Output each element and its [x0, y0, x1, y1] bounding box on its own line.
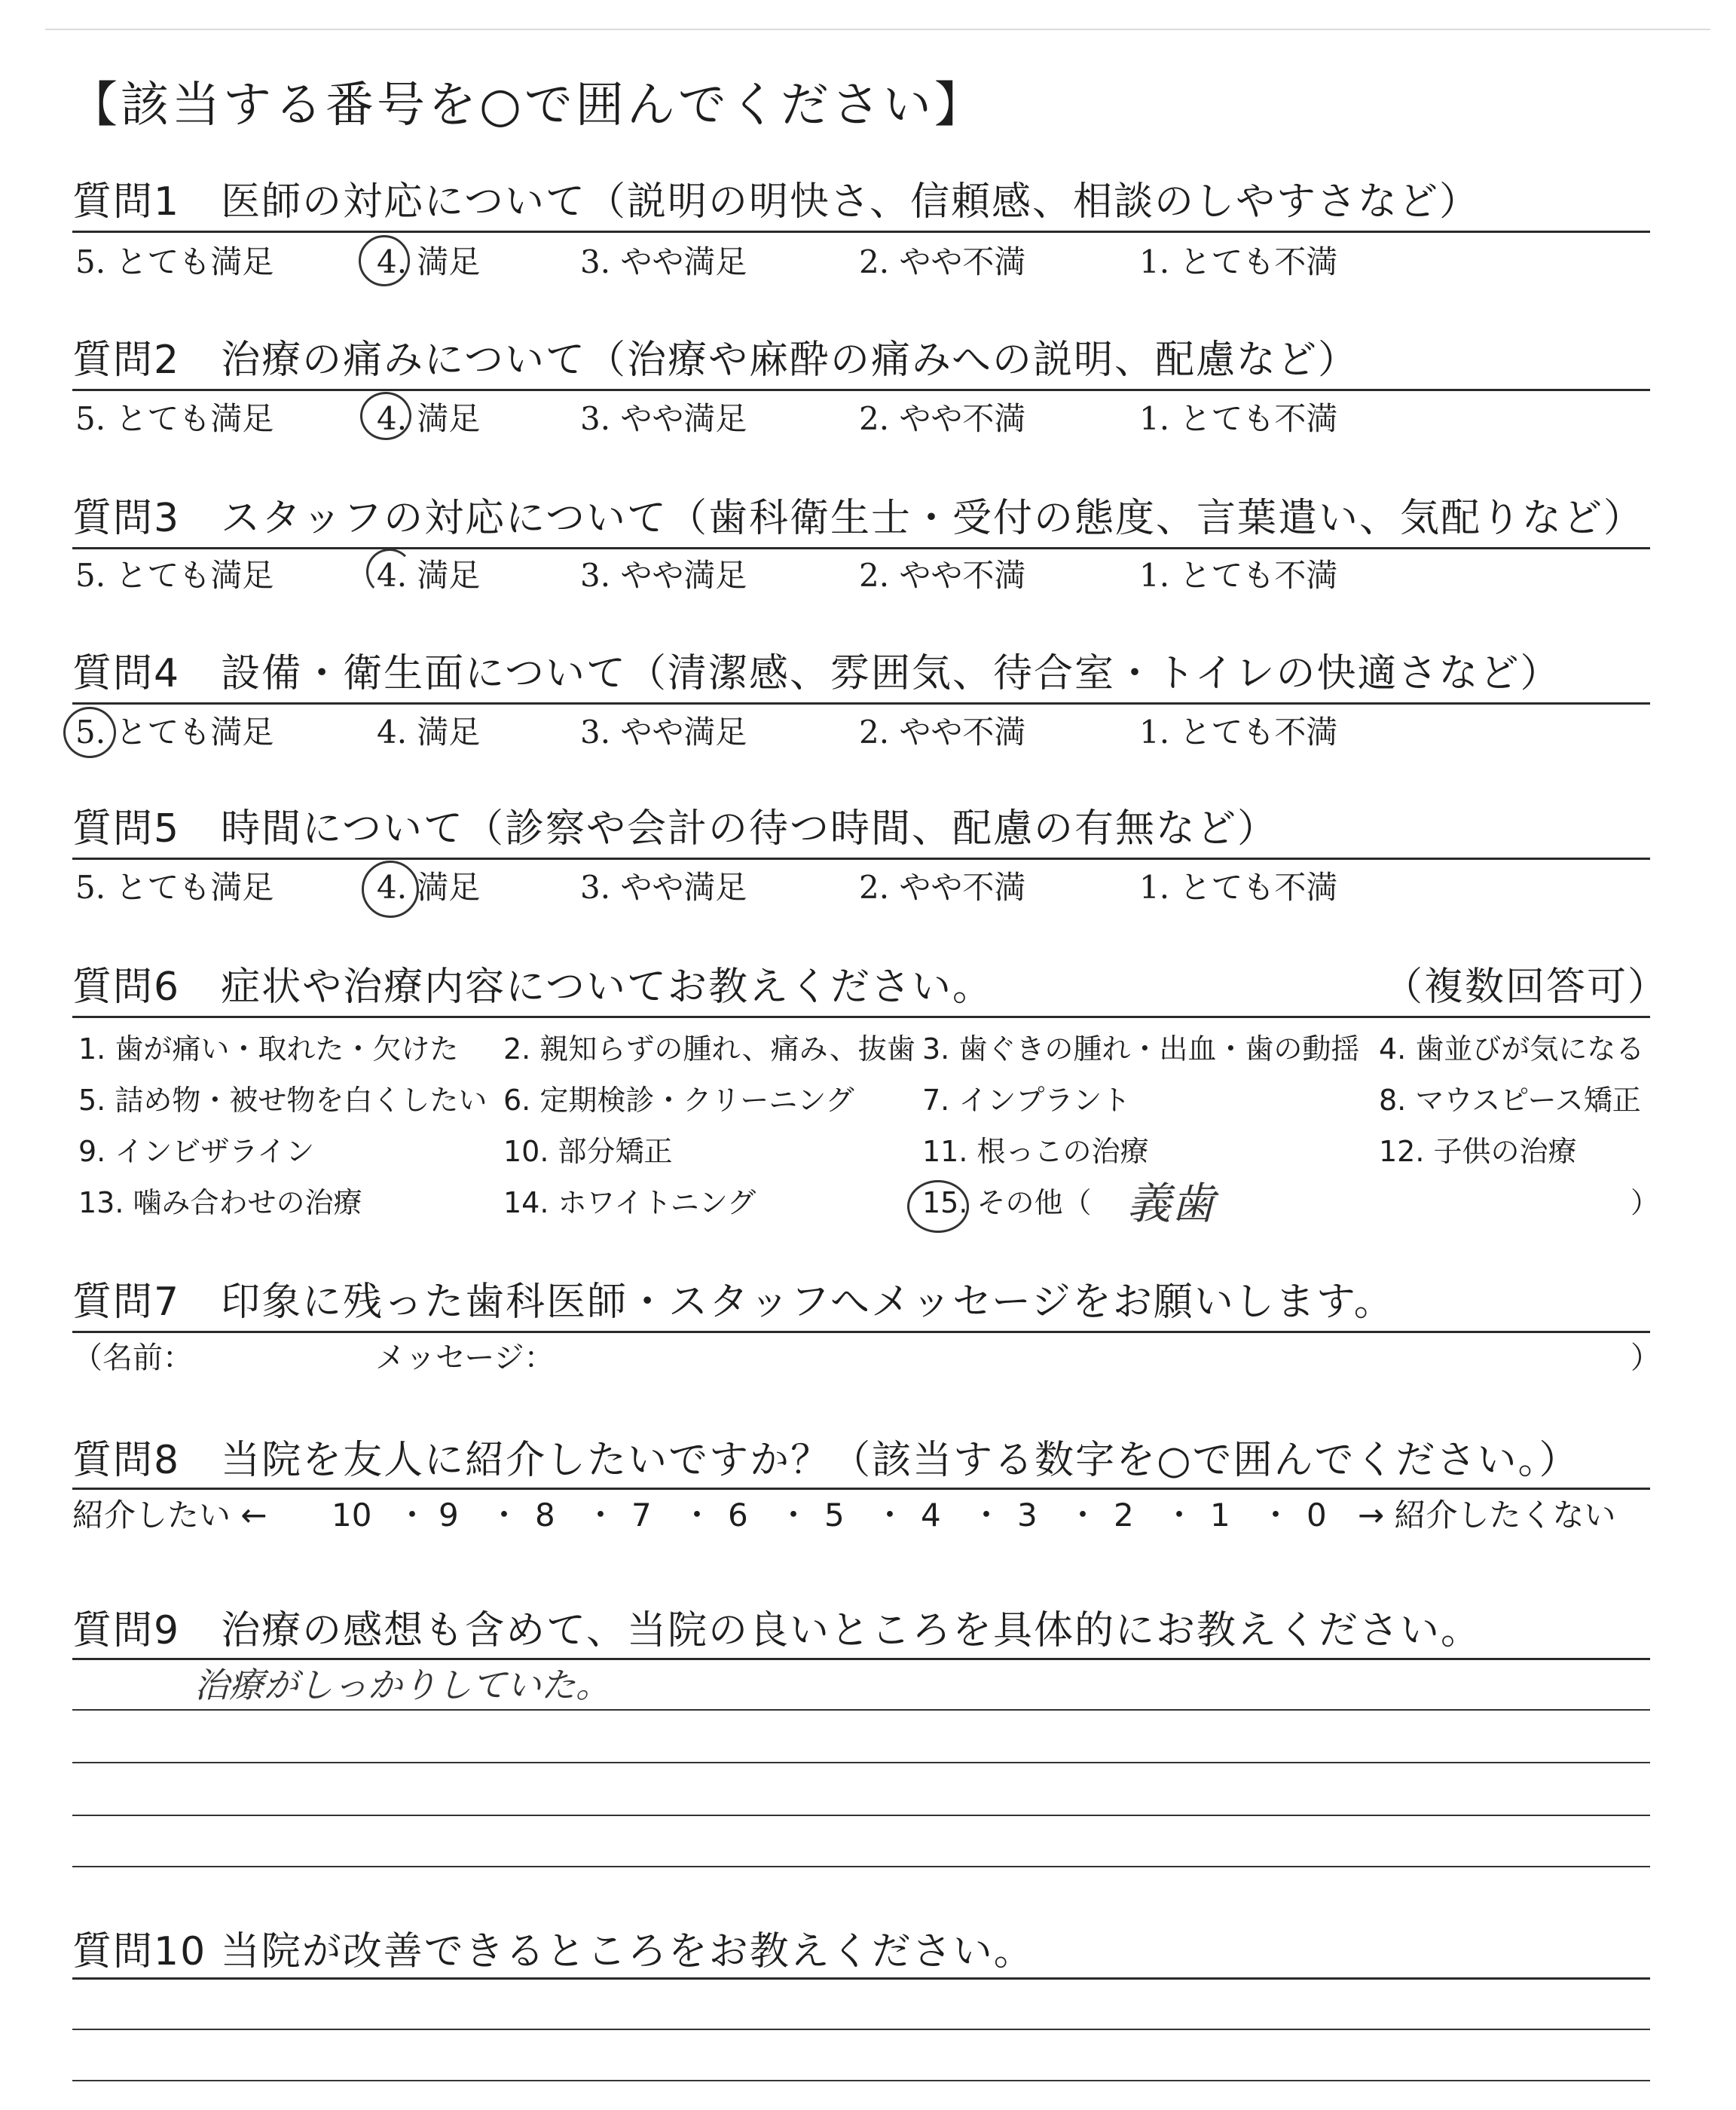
- q6-item-11[interactable]: 11. 根っこの治療: [922, 1135, 1149, 1168]
- q2-option-5[interactable]: 5. とても満足: [75, 400, 274, 437]
- question-3-title: 質問3 スタッフの対応について（歯科衛生士・受付の態度、言葉遣い、気配りなど）: [72, 496, 1645, 541]
- question-6-rule: [72, 1016, 1650, 1018]
- q3-option-1[interactable]: 1. とても不満: [1139, 557, 1338, 594]
- question-2-rule: [72, 389, 1650, 391]
- q2-option-3[interactable]: 3. やや満足: [580, 400, 747, 437]
- q4-option-3[interactable]: 3. やや満足: [580, 714, 747, 751]
- q7-close-paren: ）: [1631, 1341, 1661, 1375]
- q6-item-12[interactable]: 12. 子供の治療: [1379, 1135, 1577, 1168]
- q8-scale-10[interactable]: 10: [332, 1497, 372, 1534]
- q6-item-1[interactable]: 1. 歯が痛い・取れた・欠けた: [78, 1032, 459, 1066]
- q8-scale-dot: ・: [874, 1497, 906, 1534]
- q7-message-label: メッセージ：: [375, 1341, 555, 1375]
- q2-option-4[interactable]: 4. 満足: [377, 400, 481, 437]
- q4-option-1[interactable]: 1. とても不満: [1139, 714, 1338, 751]
- question-3-rule: [72, 547, 1650, 549]
- page-heading: 【該当する番号を○で囲んでください】: [69, 78, 986, 133]
- question-7-rule: [72, 1331, 1650, 1333]
- q6-item-14[interactable]: 14. ホワイトニング: [503, 1186, 756, 1219]
- q6-other-handwriting: 義歯: [1127, 1178, 1215, 1229]
- q9-answer-line-3: [72, 1815, 1650, 1816]
- question-2-title: 質問2 治療の痛みについて（治療や麻酔の痛みへの説明、配慮など）: [72, 338, 1359, 383]
- question-9-title: 質問9 治療の感想も含めて、当院の良いところを具体的にお教えください。: [72, 1608, 1482, 1653]
- q8-left-label: 紹介したい ←: [72, 1497, 267, 1534]
- q10-answer-line-2: [72, 2080, 1650, 2081]
- q8-scale-5[interactable]: 5: [824, 1497, 845, 1534]
- question-6-title: 質問6 症状や治療内容についてお教えください。: [72, 965, 994, 1010]
- q8-scale-dot: ・: [778, 1497, 810, 1534]
- q3-option-3[interactable]: 3. やや満足: [580, 557, 747, 594]
- q6-item-6[interactable]: 6. 定期検診・クリーニング: [503, 1084, 854, 1117]
- q5-option-3[interactable]: 3. やや満足: [580, 869, 747, 906]
- q2-option-2[interactable]: 2. やや不満: [859, 400, 1026, 437]
- q8-scale-dot: ・: [970, 1497, 1003, 1534]
- q9-answer-line-4: [72, 1866, 1650, 1867]
- q8-scale-1[interactable]: 1: [1210, 1497, 1230, 1534]
- question-9-rule: [72, 1658, 1650, 1660]
- q6-item-8[interactable]: 8. マウスピース矯正: [1379, 1084, 1641, 1117]
- q8-scale-6[interactable]: 6: [728, 1497, 748, 1534]
- q5-option-2[interactable]: 2. やや不満: [859, 869, 1026, 906]
- q5-option-5[interactable]: 5. とても満足: [75, 869, 274, 906]
- q9-handwritten-answer: 治療がしっかりしていた。: [194, 1665, 610, 1705]
- question-6-note: （複数回答可）: [1383, 965, 1669, 1010]
- q8-scale-dot: ・: [1163, 1497, 1196, 1534]
- q8-scale-0[interactable]: 0: [1307, 1497, 1327, 1534]
- q6-item-15[interactable]: 15. その他（: [922, 1186, 1092, 1219]
- q8-right-label: → 紹介したくない: [1358, 1497, 1616, 1534]
- question-10-rule: [72, 1977, 1650, 1980]
- question-4-rule: [72, 702, 1650, 705]
- q1-option-3[interactable]: 3. やや満足: [580, 243, 747, 280]
- q8-scale-dot: ・: [488, 1497, 521, 1534]
- q8-scale-dot: ・: [1260, 1497, 1292, 1534]
- q8-scale-9[interactable]: 9: [439, 1497, 459, 1534]
- q6-item-2[interactable]: 2. 親知らずの腫れ、痛み、抜歯: [503, 1032, 915, 1066]
- q1-option-5[interactable]: 5. とても満足: [75, 243, 274, 280]
- q2-option-1[interactable]: 1. とても不満: [1139, 400, 1338, 437]
- q8-scale-2[interactable]: 2: [1114, 1497, 1134, 1534]
- q1-option-4[interactable]: 4. 満足: [377, 243, 481, 280]
- q9-answer-line-1: [72, 1709, 1650, 1711]
- q6-item-13[interactable]: 13. 噛み合わせの治療: [78, 1186, 362, 1219]
- q6-item-4[interactable]: 4. 歯並びが気になる: [1379, 1032, 1645, 1066]
- q7-name-label: （名前：: [72, 1341, 193, 1375]
- q8-scale-7[interactable]: 7: [631, 1497, 652, 1534]
- q8-scale-dot: ・: [1067, 1497, 1099, 1534]
- q6-item-5[interactable]: 5. 詰め物・被せ物を白くしたい: [78, 1084, 487, 1117]
- q8-scale-dot: ・: [396, 1497, 429, 1534]
- q10-answer-line-1: [72, 2029, 1650, 2030]
- q8-scale-dot: ・: [585, 1497, 617, 1534]
- q8-scale-4[interactable]: 4: [921, 1497, 941, 1534]
- q9-answer-line-2: [72, 1762, 1650, 1763]
- question-1-rule: [72, 231, 1650, 233]
- q3-option-4[interactable]: 4. 満足: [377, 557, 481, 594]
- question-10-title: 質問10 当院が改善できるところをお教えください。: [72, 1929, 1035, 1974]
- q4-option-5[interactable]: 5. とても満足: [75, 714, 274, 751]
- question-5-title: 質問5 時間について（診察や会計の待つ時間、配慮の有無など）: [72, 806, 1279, 852]
- question-7-title: 質問7 印象に残った歯科医師・スタッフへメッセージをお願いします。: [72, 1280, 1395, 1325]
- q1-option-1[interactable]: 1. とても不満: [1139, 243, 1338, 280]
- q5-option-1[interactable]: 1. とても不満: [1139, 869, 1338, 906]
- q4-option-4[interactable]: 4. 満足: [377, 714, 481, 751]
- q5-option-4[interactable]: 4. 満足: [377, 869, 481, 906]
- q6-item-15-close: ）: [1631, 1186, 1660, 1219]
- q8-scale-8[interactable]: 8: [535, 1497, 555, 1534]
- q1-option-2[interactable]: 2. やや不満: [859, 243, 1026, 280]
- question-8-title: 質問8 当院を友人に紹介したいですか？（該当する数字を○で囲んでください。）: [72, 1438, 1580, 1483]
- question-4-title: 質問4 設備・衛生面について（清潔感、雰囲気、待合室・トイレの快適さなど）: [72, 651, 1561, 696]
- question-8-rule: [72, 1488, 1650, 1490]
- q6-item-3[interactable]: 3. 歯ぐきの腫れ・出血・歯の動揺: [922, 1032, 1360, 1066]
- q6-item-10[interactable]: 10. 部分矯正: [503, 1135, 673, 1168]
- q4-option-2[interactable]: 2. やや不満: [859, 714, 1026, 751]
- q6-item-9[interactable]: 9. インビザライン: [78, 1135, 315, 1168]
- q6-item-7[interactable]: 7. インプラント: [922, 1084, 1131, 1117]
- q8-scale-dot: ・: [681, 1497, 714, 1534]
- question-1-title: 質問1 医師の対応について（説明の明快さ、信頼感、相談のしやすさなど）: [72, 179, 1480, 225]
- q3-option-5[interactable]: 5. とても満足: [75, 557, 274, 594]
- q8-scale-3[interactable]: 3: [1017, 1497, 1038, 1534]
- scan-edge: [45, 29, 1710, 30]
- question-5-rule: [72, 858, 1650, 860]
- q3-option-2[interactable]: 2. やや不満: [859, 557, 1026, 594]
